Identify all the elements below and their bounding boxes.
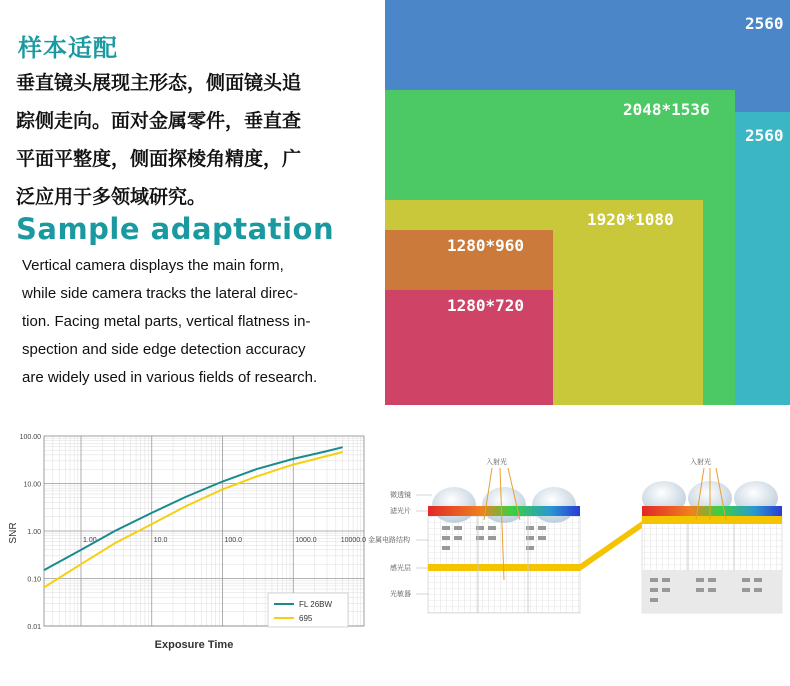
x-axis-label: Exposure Time — [154, 639, 234, 651]
res-label: 2560 — [745, 126, 784, 145]
connector-band — [580, 521, 642, 571]
resolution-graphic — [385, 0, 790, 405]
legend-label-695: 695 — [299, 614, 313, 623]
layer-label-microlens: 微透镜 — [390, 491, 411, 499]
res-label: 1920*1080 — [587, 210, 674, 229]
res-label: 2560 — [745, 14, 784, 33]
snr-chart — [10, 425, 370, 660]
y-tick-label: 10.00 — [23, 481, 41, 489]
microlens — [532, 487, 576, 523]
desc-en-line: Vertical camera displays the main form, — [22, 257, 284, 274]
y-tick-label: 0.01 — [27, 624, 41, 631]
x-tick-label: 10000.0 — [340, 537, 366, 544]
x-tick-label: 1000.0 — [295, 537, 317, 544]
color-filter — [428, 506, 580, 516]
desc-en-line: tion. Facing metal parts, vertical flatness in- — [22, 313, 311, 330]
series-lines — [44, 447, 343, 587]
sensor-stack-left — [428, 487, 580, 613]
sensor-diagram — [368, 450, 785, 620]
description-en — [22, 252, 380, 392]
incident-light-label: 入射光 — [486, 458, 507, 466]
y-tick-labels — [20, 434, 42, 631]
x-tick-label: 1.00 — [82, 537, 97, 544]
y-tick-label: 100.00 — [19, 434, 41, 441]
res-label: 2048*1536 — [623, 100, 710, 119]
res-label: 1280*960 — [447, 236, 525, 255]
series-line-0 — [44, 447, 343, 570]
desc-en-line: are widely used in various fields of research. — [22, 369, 318, 386]
sensor-stack-right — [642, 481, 782, 613]
chart-legend — [268, 593, 348, 627]
y-axis-label: SNR — [8, 522, 19, 544]
title-cn: 样本适配 — [18, 34, 118, 62]
desc-cn-line: 踪侧走向。面对金属零件，垂直查 — [16, 110, 302, 132]
x-tick-label: 100.0 — [224, 537, 243, 544]
layer-label-filter: 滤光片 — [390, 507, 411, 515]
title-en: Sample adaptation — [16, 212, 335, 246]
layer-label-photo: 感光层 — [390, 564, 411, 572]
x-tick-label: 10.0 — [153, 537, 168, 544]
legend-label-fl26bw: FL 26BW — [299, 600, 333, 609]
microlens — [432, 487, 476, 523]
series-line-1 — [44, 452, 343, 587]
res-block-2560-side — [735, 112, 790, 405]
desc-en-line: while side camera tracks the lateral direc- — [22, 285, 298, 302]
photosensitive-layer — [642, 516, 782, 524]
desc-cn-line: 平面平整度，侧面探棱角精度，广 — [16, 148, 302, 170]
desc-cn-line: 垂直镜头展现主形态，侧面镜头追 — [16, 72, 302, 94]
layer-labels — [368, 490, 411, 598]
layer-label-metal: 金属电路结构 — [368, 536, 410, 544]
color-filter — [642, 506, 782, 516]
layer-label-sensor: 光敏器 — [390, 590, 411, 598]
res-block-1280x720 — [385, 290, 553, 405]
y-tick-label: 1.00 — [27, 529, 41, 536]
incident-light-label: 入射光 — [690, 458, 711, 466]
res-label: 1280*720 — [447, 296, 525, 315]
description-cn — [16, 64, 386, 216]
desc-en-line: spection and side edge detection accuracy — [22, 341, 306, 358]
y-tick-label: 0.10 — [27, 576, 41, 584]
desc-cn-line: 泛应用于多领域研究。 — [16, 186, 207, 208]
